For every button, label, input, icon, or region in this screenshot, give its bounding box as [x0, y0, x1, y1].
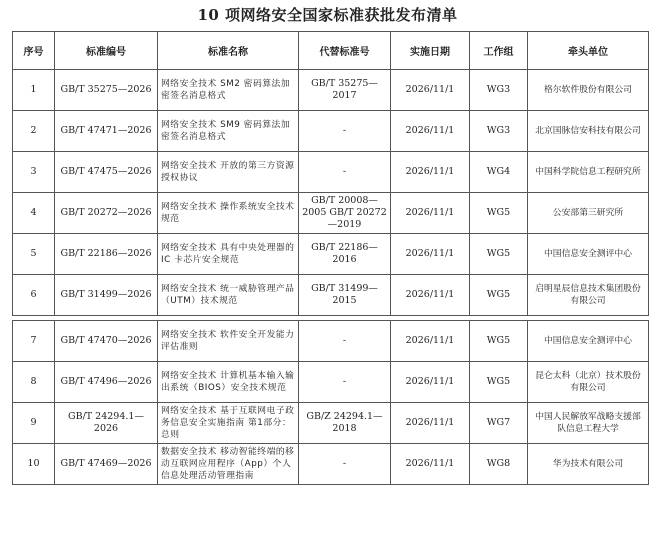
row-code: GB/T 24294.1—2026	[55, 403, 158, 444]
row-lead: 中国人民解放军战略支援部队信息工程大学	[528, 403, 649, 444]
table-row	[13, 362, 649, 403]
row-number: 4	[13, 193, 55, 234]
row-name: 网络安全技术 具有中央处理器的 IC 卡芯片安全规范	[158, 234, 299, 275]
row-code: GB/T 47471—2026	[55, 111, 158, 152]
row-number: 5	[13, 234, 55, 275]
row-code: GB/T 31499—2026	[55, 275, 158, 316]
row-name: 数据安全技术 移动智能终端的移动互联网应用程序（App）个人信息处理活动管理指南	[158, 444, 299, 485]
header-date: 实施日期	[391, 32, 470, 70]
header-code: 标准编号	[55, 32, 158, 70]
row-wg: WG5	[470, 362, 528, 403]
row-name: 网络安全技术 基于互联网电子政务信息安全实施指南 第1部分：总则	[158, 403, 299, 444]
row-replaces: GB/T 20008—2005 GB/T 20272—2019	[299, 193, 391, 234]
row-code: GB/T 22186—2026	[55, 234, 158, 275]
row-lead: 北京国脉信安科技有限公司	[528, 111, 649, 152]
row-wg: WG3	[470, 70, 528, 111]
table-row	[13, 111, 649, 152]
row-date: 2026/11/1	[391, 403, 470, 444]
row-number: 1	[13, 70, 55, 111]
table-row	[13, 403, 649, 444]
row-date: 2026/11/1	[391, 193, 470, 234]
row-name: 网络安全技术 操作系统安全技术规范	[158, 193, 299, 234]
row-date: 2026/11/1	[391, 275, 470, 316]
row-wg: WG8	[470, 444, 528, 485]
row-name: 网络安全技术 计算机基本输入输出系统（BIOS）安全技术规范	[158, 362, 299, 403]
row-lead: 昆仑太科（北京）技术股份有限公司	[528, 362, 649, 403]
row-lead: 中国科学院信息工程研究所	[528, 152, 649, 193]
header-replaces: 代替标准号	[299, 32, 391, 70]
row-date: 2026/11/1	[391, 321, 470, 362]
row-wg: WG5	[470, 275, 528, 316]
row-lead: 公安部第三研究所	[528, 193, 649, 234]
standards-table	[12, 31, 649, 485]
row-wg: WG3	[470, 111, 528, 152]
table-row	[13, 275, 649, 316]
row-date: 2026/11/1	[391, 444, 470, 485]
row-name: 网络安全技术 统一威胁管理产品（UTM）技术规范	[158, 275, 299, 316]
row-wg: WG7	[470, 403, 528, 444]
header-lead: 牵头单位	[528, 32, 649, 70]
row-lead: 中国信息安全测评中心	[528, 234, 649, 275]
row-replaces: GB/T 35275—2017	[299, 70, 391, 111]
row-date: 2026/11/1	[391, 152, 470, 193]
table-row	[13, 234, 649, 275]
row-lead: 格尔软件股份有限公司	[528, 70, 649, 111]
row-code: GB/T 35275—2026	[55, 70, 158, 111]
row-name: 网络安全技术 开放的第三方资源授权协议	[158, 152, 299, 193]
row-date: 2026/11/1	[391, 111, 470, 152]
row-number: 6	[13, 275, 55, 316]
row-name: 网络安全技术 SM2 密码算法加密签名消息格式	[158, 70, 299, 111]
row-number: 2	[13, 111, 55, 152]
header-no: 序号	[13, 32, 55, 70]
row-code: GB/T 47475—2026	[55, 152, 158, 193]
row-code: GB/T 20272—2026	[55, 193, 158, 234]
row-replaces: GB/Z 24294.1—2018	[299, 403, 391, 444]
row-date: 2026/11/1	[391, 234, 470, 275]
row-wg: WG5	[470, 234, 528, 275]
table-row	[13, 152, 649, 193]
row-replaces: -	[299, 152, 391, 193]
row-wg: WG5	[470, 321, 528, 362]
table-row	[13, 321, 649, 362]
row-replaces: GB/T 22186—2016	[299, 234, 391, 275]
row-number: 10	[13, 444, 55, 485]
row-code: GB/T 47469—2026	[55, 444, 158, 485]
table-row	[13, 193, 649, 234]
row-lead: 华为技术有限公司	[528, 444, 649, 485]
row-replaces: -	[299, 321, 391, 362]
row-number: 8	[13, 362, 55, 403]
row-lead: 启明星辰信息技术集团股份有限公司	[528, 275, 649, 316]
row-number: 7	[13, 321, 55, 362]
page-title: 10 项网络安全国家标准获批发布清单	[197, 6, 458, 24]
row-replaces: -	[299, 111, 391, 152]
row-date: 2026/11/1	[391, 70, 470, 111]
row-code: GB/T 47470—2026	[55, 321, 158, 362]
row-wg: WG5	[470, 193, 528, 234]
row-lead: 中国信息安全测评中心	[528, 321, 649, 362]
row-name: 网络安全技术 SM9 密码算法加密签名消息格式	[158, 111, 299, 152]
row-number: 9	[13, 403, 55, 444]
table-row	[13, 444, 649, 485]
header-wg: 工作组	[470, 32, 528, 70]
row-code: GB/T 47496—2026	[55, 362, 158, 403]
row-replaces: -	[299, 444, 391, 485]
row-replaces: GB/T 31499—2015	[299, 275, 391, 316]
row-replaces: -	[299, 362, 391, 403]
row-wg: WG4	[470, 152, 528, 193]
table-header-row	[13, 32, 649, 70]
header-name: 标准名称	[158, 32, 299, 70]
row-name: 网络安全技术 软件安全开发能力评估准则	[158, 321, 299, 362]
table-row	[13, 70, 649, 111]
row-date: 2026/11/1	[391, 362, 470, 403]
row-number: 3	[13, 152, 55, 193]
